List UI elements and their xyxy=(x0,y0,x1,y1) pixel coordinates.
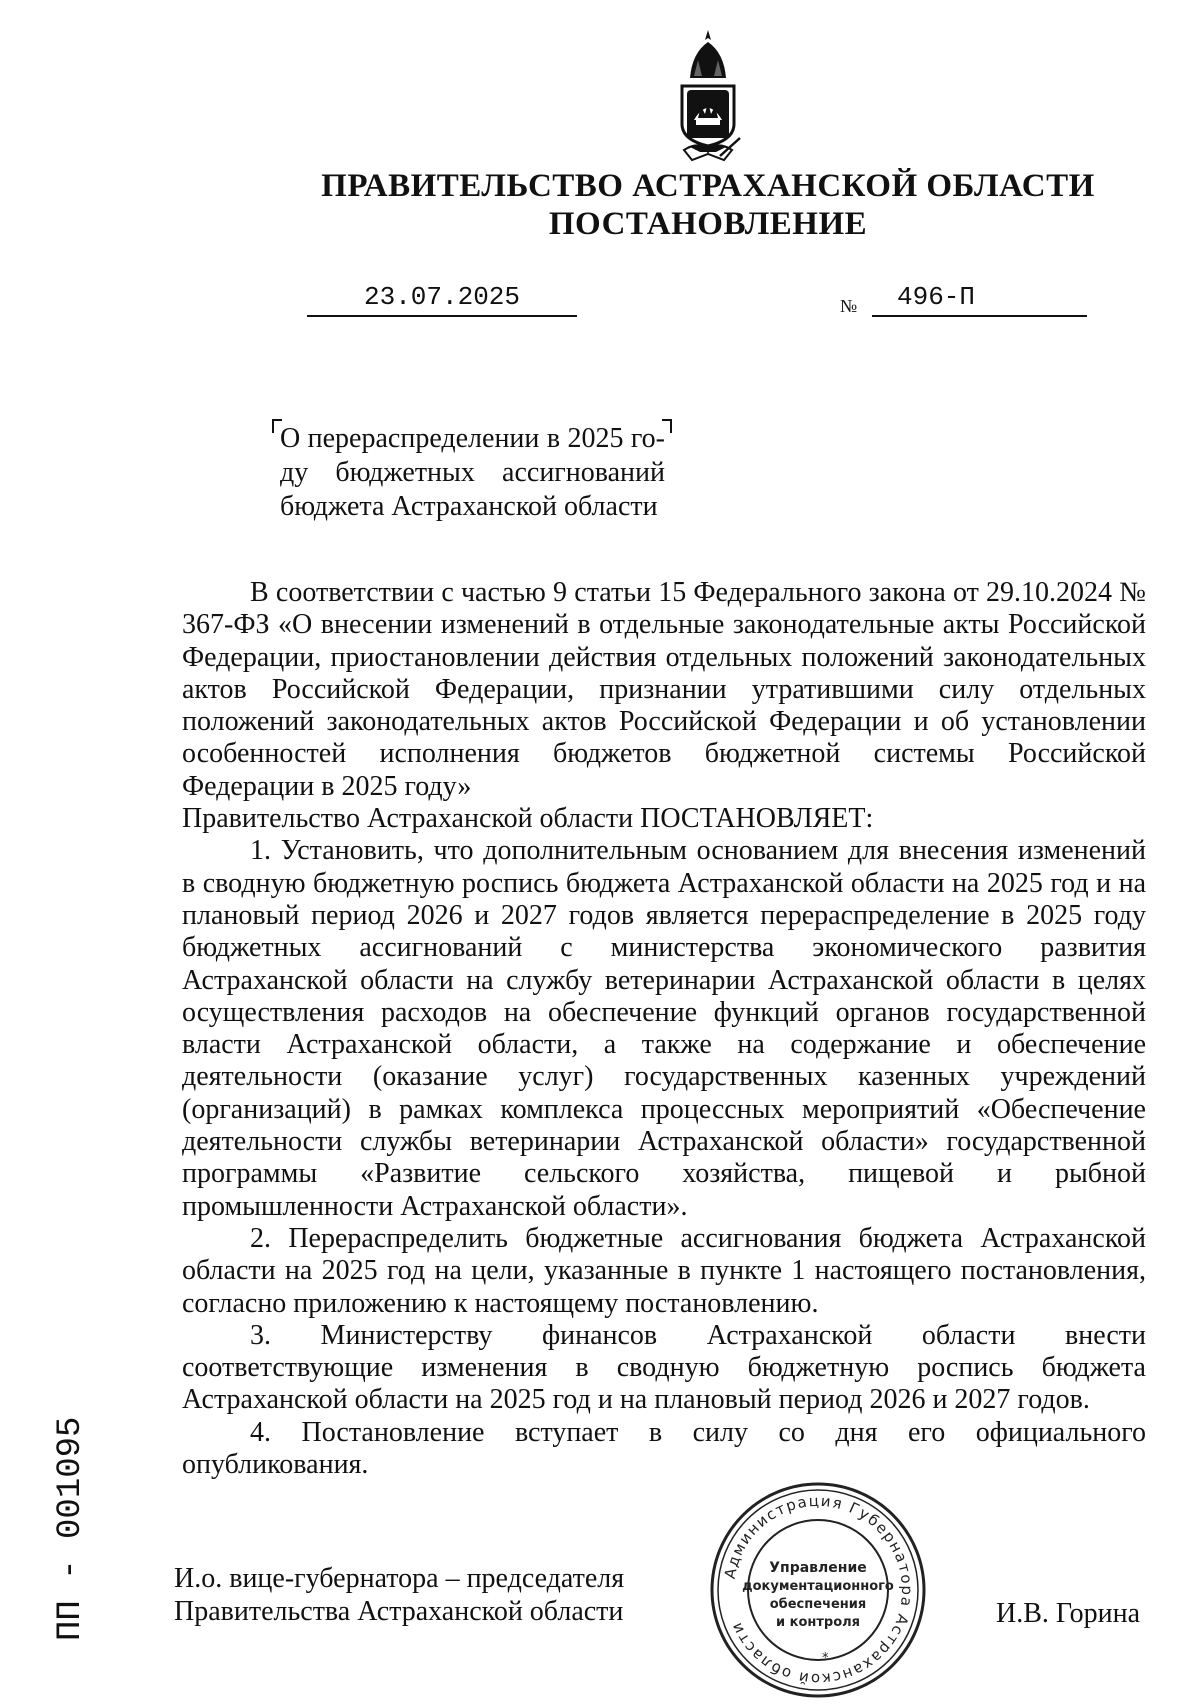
official-stamp xyxy=(708,1480,928,1700)
item-paragraph: 1. Установить, что дополнительным основанием для внесения изменений в сводную бюджетную роспись бюджета Астраханской области на 2025 год и на плановый период 2026 и 2027 годов является перераспределение в 2025 году бюджетных ассигнований с министерства экономического развития Астраханской области на службу ветеринарии Астраханской области в целях осуществления расходов на обеспечение функций органов государственной власти Астраханской области, а также на содержание и обеспечение деятельности (оказание услуг) государственных казенных учреждений (организаций) в рамках комплекса процессных мероприятий «Обеспечение деятельности службы ветеринарии Астраханской области» государственной программы «Развитие сельского хозяйства, пищевой и рыбной промышленности Астраханской области». xyxy=(182,835,1146,1222)
document-body xyxy=(182,577,1146,1481)
svg-text:*: * xyxy=(822,1651,829,1666)
government-title: ПРАВИТЕЛЬСТВО АСТРАХАНСКОЙ ОБЛАСТИ xyxy=(321,168,1095,204)
item-paragraph: 2. Перераспределить бюджетные ассигнования бюджета Астраханской области на 2025 год на цели, указанные в пункте 1 настоящего постановления, согласно приложению к настоящему постановлению. xyxy=(182,1222,1146,1319)
stamp-line: обеспечения xyxy=(769,1597,867,1612)
signatory-position xyxy=(174,1562,624,1628)
number-label: № xyxy=(840,296,858,316)
signatory-name: И.В. Горина xyxy=(996,1598,1141,1629)
signatory-position-line: И.о. вице-губернатора – председателя xyxy=(174,1563,625,1594)
side-mark-text: ПП - 001095 xyxy=(52,1416,90,1641)
preamble-paragraph: В соответствии с частью 9 статьи 15 Федерального закона от 29.10.2024 № 367-ФЗ «О внесении изменений в отдельные законодательные акты Российской Федерации, приостановлении действия отдельных положений законодательных актов Российской Федерации, признании утратившими силу отдельных положений законодательных актов Российской Федерации и об установлении особенностей исполнения бюджетов бюджетной системы Российской Федерации в 2025 году» xyxy=(182,577,1146,802)
subject-line: ду бюджетных ассигнований xyxy=(280,457,665,488)
resolution-line: Правительство Астраханской области ПОСТАНОВЛЯЕТ: xyxy=(182,803,874,835)
stamp-line: и контроля xyxy=(775,1615,861,1630)
item-paragraph: 3. Министерству финансов Астраханской области внести соответствующие изменения в сводную бюджетную роспись бюджета Астраханской области на 2025 год и на плановый период 2026 и 2027 годов. xyxy=(182,1319,1146,1416)
stamp-line: Управление xyxy=(769,1560,867,1576)
subject-line: бюджета Астраханской области xyxy=(280,491,658,522)
document-date: 23.07.2025 xyxy=(307,282,577,317)
side-registration-mark xyxy=(35,1355,95,1645)
subject-line: О перераспределении в 2025 го- xyxy=(280,423,665,454)
signatory-position-line: Правительства Астраханской области xyxy=(174,1596,624,1627)
stamp-ring-text: Администрация Губернатора Астраханской области xyxy=(720,1491,917,1689)
stamp-line: документационного xyxy=(742,1579,894,1594)
coat-of-arms-icon xyxy=(670,28,746,168)
item-paragraph: 4. Постановление вступает в силу со дня его официального опубликования. xyxy=(182,1416,1146,1481)
document-number: 496-П xyxy=(872,282,1087,317)
document-subject xyxy=(280,422,665,524)
document-type: ПОСТАНОВЛЕНИЕ xyxy=(548,206,868,242)
